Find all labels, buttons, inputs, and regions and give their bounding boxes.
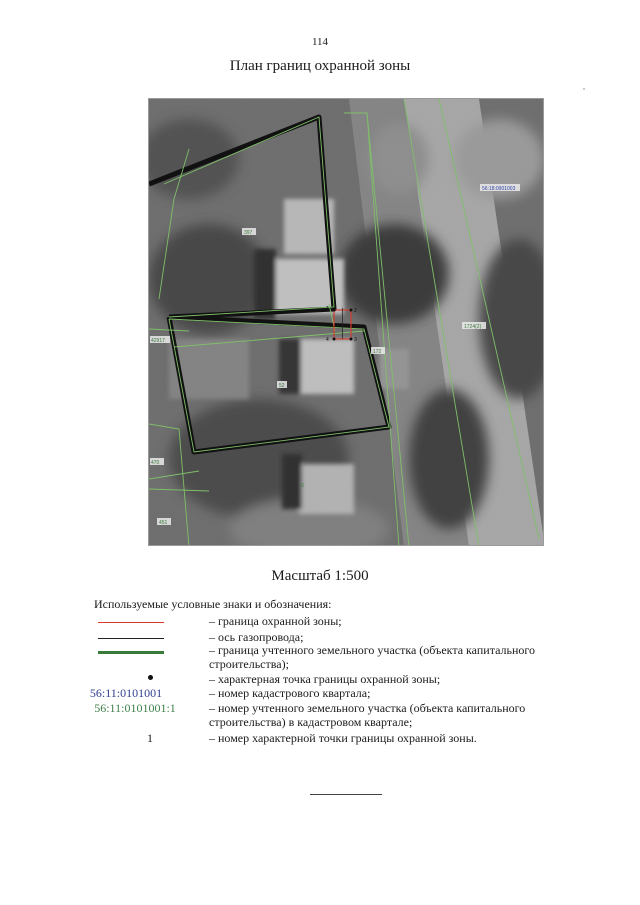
zone-point-3 xyxy=(350,338,353,341)
zone-point-1 xyxy=(333,309,336,312)
map-scale: Масштаб 1:500 xyxy=(271,568,369,584)
parcel-label-172: 172 xyxy=(373,349,382,355)
parcel-label-52: 52 xyxy=(279,383,285,389)
scan-speck xyxy=(583,88,585,90)
parcel-label-451: 451 xyxy=(159,520,168,526)
legend-description: – граница охранной зоны; xyxy=(209,614,342,628)
legend-description: – ось газопровода; xyxy=(209,630,304,644)
zone-point-2 xyxy=(350,309,353,312)
legend-symbol-green-code: 56:11:0101001:1 xyxy=(94,701,176,715)
legend-symbol-green-line xyxy=(94,643,210,657)
quarter-label: 56:18:0901003 xyxy=(482,186,516,192)
parcel-label-6: 6 xyxy=(301,483,304,489)
point-label-2: 2 xyxy=(354,308,357,314)
parcel-label-1724: 1724(2) xyxy=(464,324,482,330)
aerial-map xyxy=(148,98,544,546)
legend-symbol-blue-code: 56:11:0101001 xyxy=(89,686,163,700)
legend-symbol-red-line xyxy=(94,614,210,628)
legend-symbol-number: 1 xyxy=(147,731,153,745)
point-label-4: 4 xyxy=(326,337,329,343)
parcel-label-470: 470 xyxy=(151,460,160,466)
footer-divider xyxy=(310,794,382,795)
map-canvas xyxy=(149,99,544,546)
legend-symbol-dot xyxy=(94,672,210,686)
legend-description: – граница учтенного земельного участка (объекта капитального строительства); xyxy=(209,643,536,671)
page-title: План границ охранной зоны xyxy=(229,58,411,74)
legend-heading: Используемые условные знаки и обозначения: xyxy=(94,597,332,611)
parcel-label-397: 397 xyxy=(244,230,253,236)
legend-description: – характерная точка границы охранной зоны; xyxy=(209,672,441,686)
legend-symbol-black-line xyxy=(94,630,210,644)
legend-description: – номер кадастрового квартала; xyxy=(209,686,371,700)
point-label-3: 3 xyxy=(354,337,357,343)
point-label-1: 1 xyxy=(326,306,329,312)
page-number: 114 xyxy=(311,36,329,48)
legend-description: – номер учтенного земельного участка (объекта капитального строительства) в кадастровом квартале; xyxy=(209,701,526,729)
parcel-label-42917: 42917 xyxy=(151,338,165,344)
point-dot-icon xyxy=(148,675,153,680)
zone-point-4 xyxy=(333,338,336,341)
legend-description: – номер характерной точки границы охранной зоны. xyxy=(209,731,477,745)
